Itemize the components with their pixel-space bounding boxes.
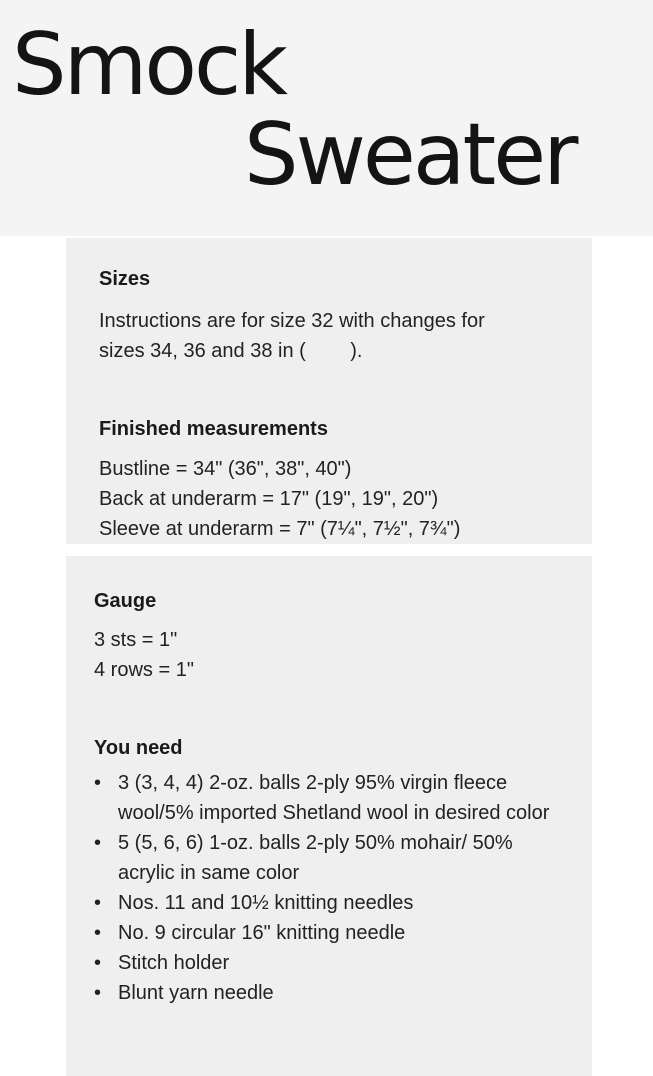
- material-text: 5 (5, 6, 6) 1-oz. balls 2-ply 50% mohair/ 50% acrylic in same color: [118, 832, 513, 884]
- material-text: Stitch holder: [118, 952, 230, 974]
- materials-list-item: [94, 918, 563, 948]
- back-measurement: Back at underarm = 17" (19", 19", 20"): [99, 488, 439, 510]
- materials-list-item: [94, 888, 563, 918]
- materials-list: [94, 768, 563, 1008]
- material-text: Nos. 11 and 10½ knitting needles: [118, 892, 414, 914]
- title-line-2: Sweater: [244, 105, 576, 205]
- sizes-text-line-1: Instructions are for size 32 with changes for: [99, 310, 485, 332]
- gauge-heading: Gauge: [94, 590, 157, 612]
- bullet-point: •: [94, 892, 102, 914]
- title-band: [0, 0, 653, 236]
- material-text: No. 9 circular 16" knitting needle: [118, 922, 406, 944]
- measurements-heading: Finished measurements: [99, 418, 328, 440]
- material-text: 3 (3, 4, 4) 2-oz. balls 2-ply 95% virgin fleece wool/5% imported Shetland wool in desired color: [118, 772, 550, 824]
- gauge-rows: 4 rows = 1": [94, 659, 194, 681]
- bustline-measurement: Bustline = 34" (36", 38", 40"): [99, 458, 352, 480]
- materials-list-item: [94, 978, 563, 1008]
- sizes-heading: Sizes: [99, 268, 151, 290]
- bullet-point: •: [94, 982, 102, 1004]
- material-text: Blunt yarn needle: [118, 982, 274, 1004]
- you-need-heading: You need: [94, 737, 183, 759]
- bullet-point: •: [94, 922, 102, 944]
- gauge-stitches: 3 sts = 1": [94, 629, 178, 651]
- sizes-text-line-2: sizes 34, 36 and 38 in ( ).: [99, 340, 363, 362]
- materials-list-item: [94, 768, 563, 828]
- bullet-point: •: [94, 832, 102, 854]
- title-line-1: Smock: [12, 15, 286, 115]
- materials-list-item: [94, 948, 563, 978]
- bullet-point: •: [94, 772, 102, 794]
- bullet-point: •: [94, 952, 102, 974]
- sleeve-measurement: Sleeve at underarm = 7" (7¼", 7½", 7¾"): [99, 518, 461, 540]
- materials-list-item: [94, 828, 563, 888]
